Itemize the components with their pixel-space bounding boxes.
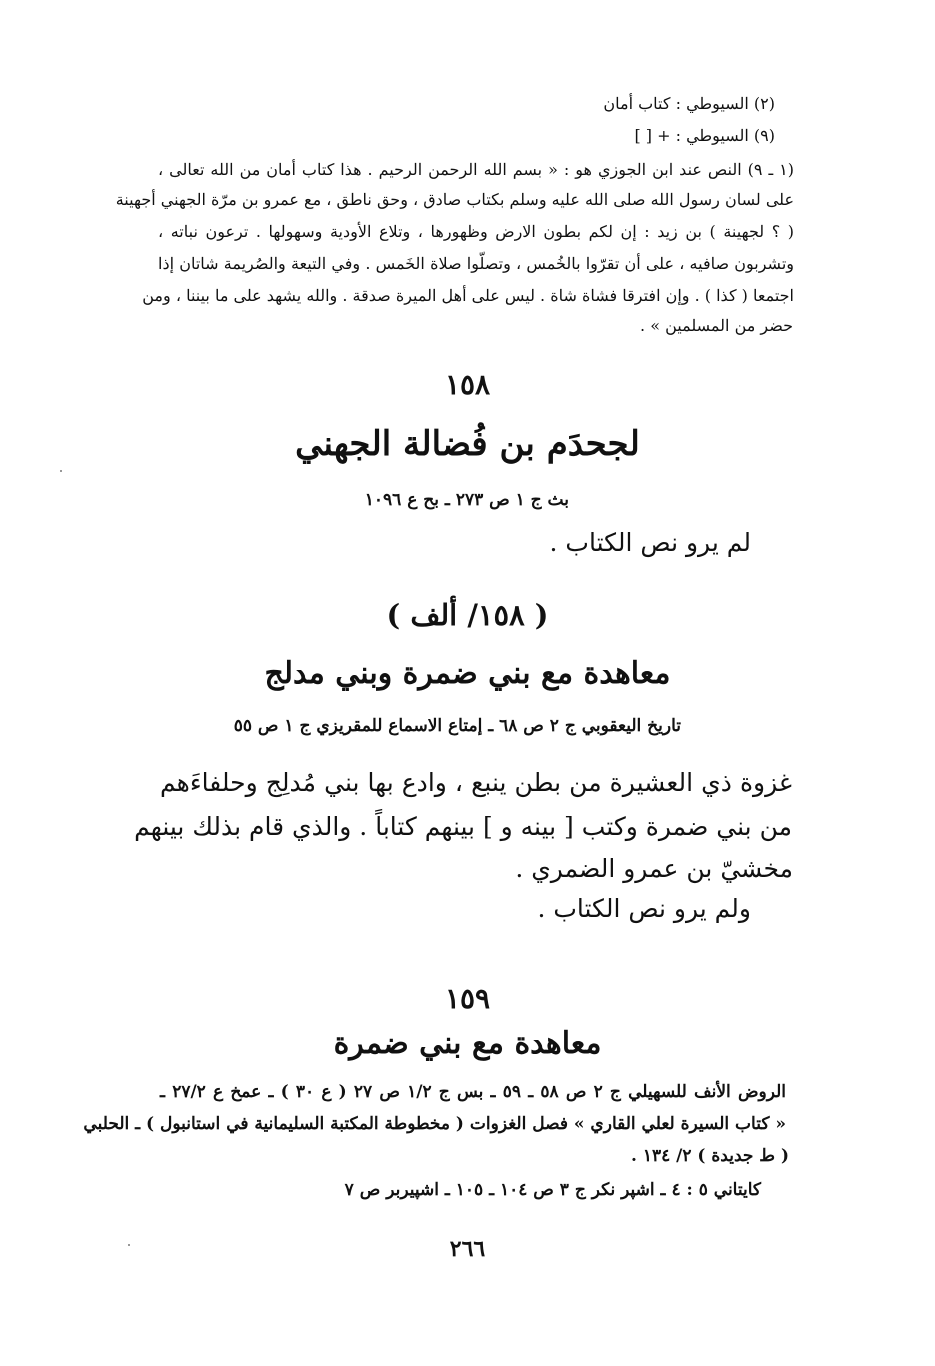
footnote-1-9-line: اجتمعا ( كذا ) . وإن افترقا فشاة شاة . ليس على أهل الميرة صدقة . والله يشهد على ما بيننا ، ومن: [142, 286, 794, 305]
body-paragraph-line: من بني ضمرة وكتب [ بينه و ] بينهم كتاباً . والذي قام بذلك بينهم: [134, 812, 792, 841]
section-source-line: الروض الأنف للسهيلي ج ٢ ص ٥٨ ـ ٥٩ ـ بس ج ١/٢ ص ٢٧ ( ع ٣٠ ) ـ عمخ ع ٢٧/٢ ـ: [160, 1082, 786, 1102]
section-number: ( ١٥٨/ ألف ): [386, 598, 549, 632]
section-title: معاهدة مع بني ضمرة وبني مدلج: [264, 656, 671, 691]
body-paragraph-line: غزوة ذي العشيرة من بطن ينبع ، وادع بها بني مُدلِج وحلفاءَهم: [160, 768, 792, 797]
scan-speck: [60, 470, 62, 472]
section-number: ١٥٨: [444, 368, 491, 401]
section-source-line: كايتاني ٥ : ٤ ـ اشپر نكر ج ٣ ص ١٠٤ ـ ١٠٥ ـ اشپيربر ص ٧: [344, 1180, 761, 1200]
section-number: ١٥٩: [444, 982, 491, 1015]
section-title: لجحدَم بن فُضالة الجهني: [295, 424, 640, 464]
section-text: لم يرو نص الكتاب .: [549, 528, 751, 557]
footnote-1-9-line: على لسان رسول الله صلى الله عليه وسلم بكتاب صادق ، وحق ناطق ، مع عمرو بن مرّة الجهني أجهينة: [115, 190, 794, 209]
section-source-line: « كتاب السيرة لعلي القاري » فصل الغزوات ( مخطوطة المكتبة السليمانية في استانبول ) ـ الحلبي: [83, 1114, 786, 1134]
footnote-1-9-line: وتشربون صافيه ، على أن تقرّوا بالخُمس ، وتصلّوا صلاة الخَمس . وفي التيعة والصُريمة شاتان إذا: [158, 254, 794, 273]
section-source: بث ج ١ ص ٢٧٣ ـ بح ع ١٠٩٦: [364, 490, 569, 510]
section-text: ولم يرو نص الكتاب .: [537, 894, 751, 923]
footnote-1-9-line: (١ ـ ٩) النص عند ابن الجوزي هو : « بسم الله الرحمن الرحيم . هذا كتاب أمان من الله تعالى ،: [158, 160, 794, 179]
section-source: تاريخ اليعقوبي ج ٢ ص ٦٨ ـ إمتاع الاسماع للمقريزي ج ١ ص ٥٥: [233, 716, 681, 736]
section-title: معاهدة مع بني ضمرة: [333, 1026, 602, 1061]
page-number: ٢٦٦: [449, 1236, 486, 1262]
footnote-1-9-line: ( ؟ لجهينة ) بن زيد : إن لكم بطون الارض وظهورها ، وتلاع الأودية وسهولها . ترعون نباته ،: [158, 222, 794, 241]
footnote-1-9-line: حضر من المسلمين » .: [640, 316, 793, 335]
body-paragraph-line: مخشيّ بن عمرو الضمري .: [515, 854, 793, 883]
section-source-line: ( ط جديدة ) ٢/ ١٣٤ .: [630, 1146, 789, 1166]
footnote-2: (٢) السيوطي : كتاب أمان: [603, 94, 775, 113]
scan-speck: [128, 1244, 130, 1246]
footnote-9: (٩) السيوطي : + [ ]: [634, 126, 775, 145]
